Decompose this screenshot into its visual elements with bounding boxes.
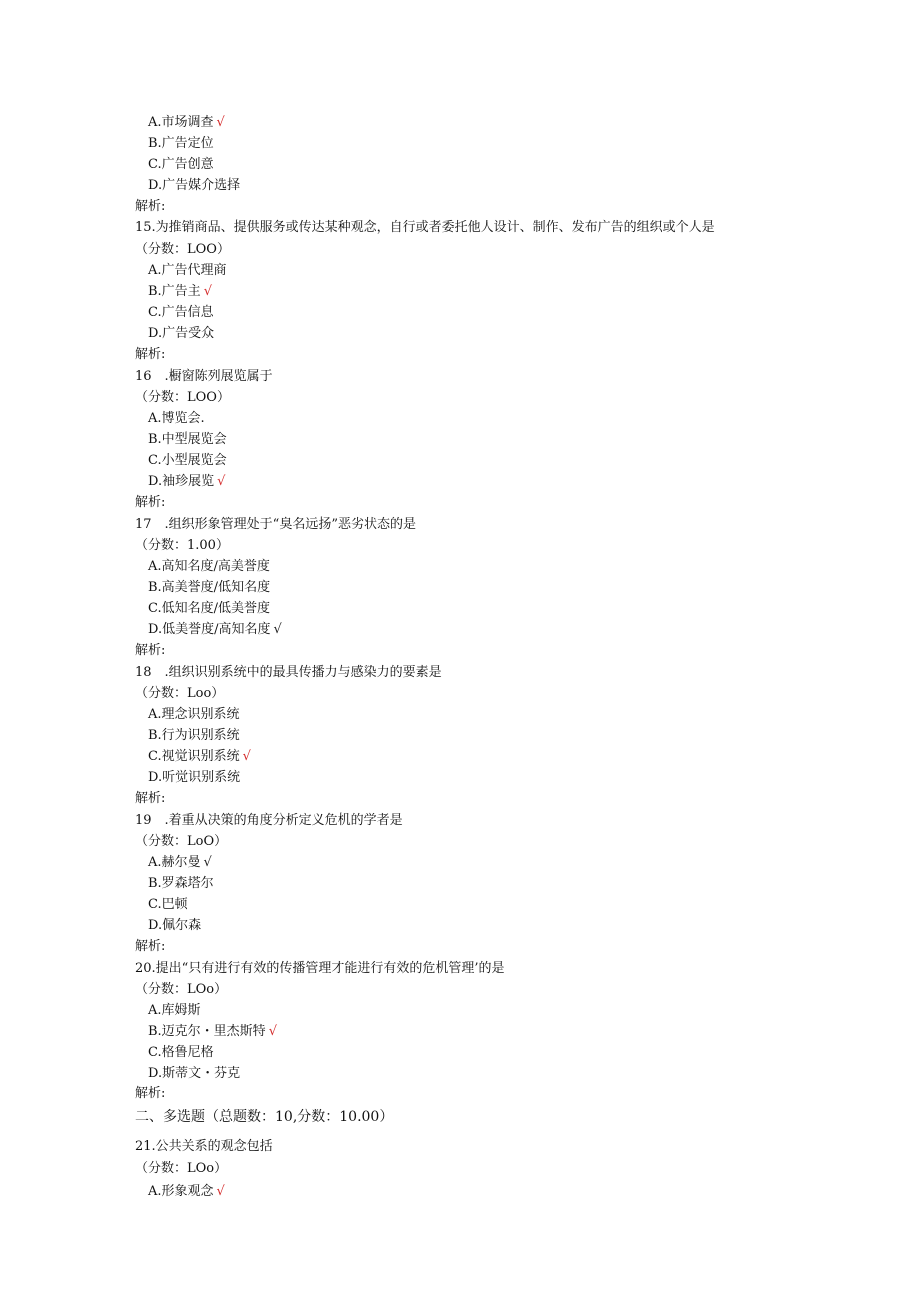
q14-option-c: C.广告创意 xyxy=(148,157,214,172)
q17-option-c: C.低知名度/低美誉度 xyxy=(148,601,270,616)
correct-mark: √ xyxy=(216,115,225,130)
q20-option-b: B.迈克尔・里杰斯特 √ xyxy=(148,1024,277,1039)
q19-score: （分数：LoO） xyxy=(135,834,228,849)
q18-option-d: D.听觉识别系统 xyxy=(148,770,241,785)
correct-mark: √ xyxy=(217,474,226,489)
q14-option-b: B.广告定位 xyxy=(148,136,214,151)
q20-option-a: A.库姆斯 xyxy=(148,1003,201,1018)
q14-analysis: 解析: xyxy=(135,199,166,214)
q17-option-b: B.高美誉度/低知名度 xyxy=(148,580,271,595)
correct-mark: √ xyxy=(242,749,251,764)
section-title: 二、多选题（总题数：10,分数：10.00） xyxy=(135,1109,394,1125)
q16-score: （分数：LOO） xyxy=(135,390,230,405)
q17-analysis: 解析: xyxy=(135,643,166,658)
q19-option-d: D.佩尔森 xyxy=(148,918,202,933)
q14-option-a: A.市场调查 √ xyxy=(148,115,225,130)
correct-mark: √ xyxy=(203,855,212,870)
correct-mark: √ xyxy=(216,1184,225,1199)
q18-score: （分数：Loo） xyxy=(135,686,225,701)
correct-mark: √ xyxy=(268,1024,277,1039)
correct-mark: √ xyxy=(203,284,212,299)
q20-option-c: C.格鲁尼格 xyxy=(148,1045,214,1060)
q18-stem: 18 .组织识别系统中的最具传播力与感染力的要素是 xyxy=(135,665,442,680)
q17-score: （分数：1.00） xyxy=(135,538,229,553)
q15-option-b: B.广告主 √ xyxy=(148,284,212,299)
q15-score: （分数：LOO） xyxy=(135,242,230,257)
q18-option-c: C.视觉识别系统 √ xyxy=(148,749,251,764)
q15-option-a: A.广告代理商 xyxy=(148,263,227,278)
correct-mark: √ xyxy=(273,622,282,637)
q15-option-d: D.广告受众 xyxy=(148,326,215,341)
q17-stem: 17 .组织形象管理处于“臭名远扬”恶劣状态的是 xyxy=(135,517,416,532)
q15-analysis: 解析: xyxy=(135,347,166,362)
q19-option-b: B.罗森塔尔 xyxy=(148,876,214,891)
q20-score: （分数：LOo） xyxy=(135,982,228,997)
q16-stem: 16 .橱窗陈列展览属于 xyxy=(135,369,273,384)
q16-option-a: A.博览会. xyxy=(148,411,205,426)
q21-score: （分数：LOo） xyxy=(135,1161,228,1176)
q20-option-d: D.斯蒂文・芬克 xyxy=(148,1066,241,1081)
q21-stem: 21.公共关系的观念包括 xyxy=(135,1139,273,1154)
q21-option-a: A.形象观念 √ xyxy=(148,1184,225,1199)
q19-option-c: C.巴顿 xyxy=(148,897,188,912)
q20-analysis: 解析: xyxy=(135,1086,166,1101)
q18-analysis: 解析: xyxy=(135,791,166,806)
q18-option-b: B.行为识别系统 xyxy=(148,728,240,743)
q16-option-b: B.中型展览会 xyxy=(148,432,227,447)
q15-option-c: C.广告信息 xyxy=(148,305,214,320)
q19-analysis: 解析: xyxy=(135,939,166,954)
q17-option-a: A.高知名度/高美誉度 xyxy=(148,559,270,574)
q14-option-d: D.广告媒介选择 xyxy=(148,178,241,193)
q19-stem: 19 .着重从决策的角度分析定义危机的学者是 xyxy=(135,813,403,828)
q18-option-a: A.理念识别系统 xyxy=(148,707,240,722)
q16-analysis: 解析: xyxy=(135,495,166,510)
q17-option-d: D.低美誉度/高知名度 √ xyxy=(148,622,282,637)
q19-option-a: A.赫尔曼 √ xyxy=(148,855,212,870)
q20-stem: 20.提出“只有进行有效的传播管理才能进行有效的危机管理’的是 xyxy=(135,961,505,976)
q16-option-d: D.袖珍展览 √ xyxy=(148,474,226,489)
q15-stem: 15.为推销商品、提供服务或传达某种观念，自行或者委托他人设计、制作、发布广告的组织或个人是 xyxy=(135,220,715,235)
q16-option-c: C.小型展览会 xyxy=(148,453,227,468)
